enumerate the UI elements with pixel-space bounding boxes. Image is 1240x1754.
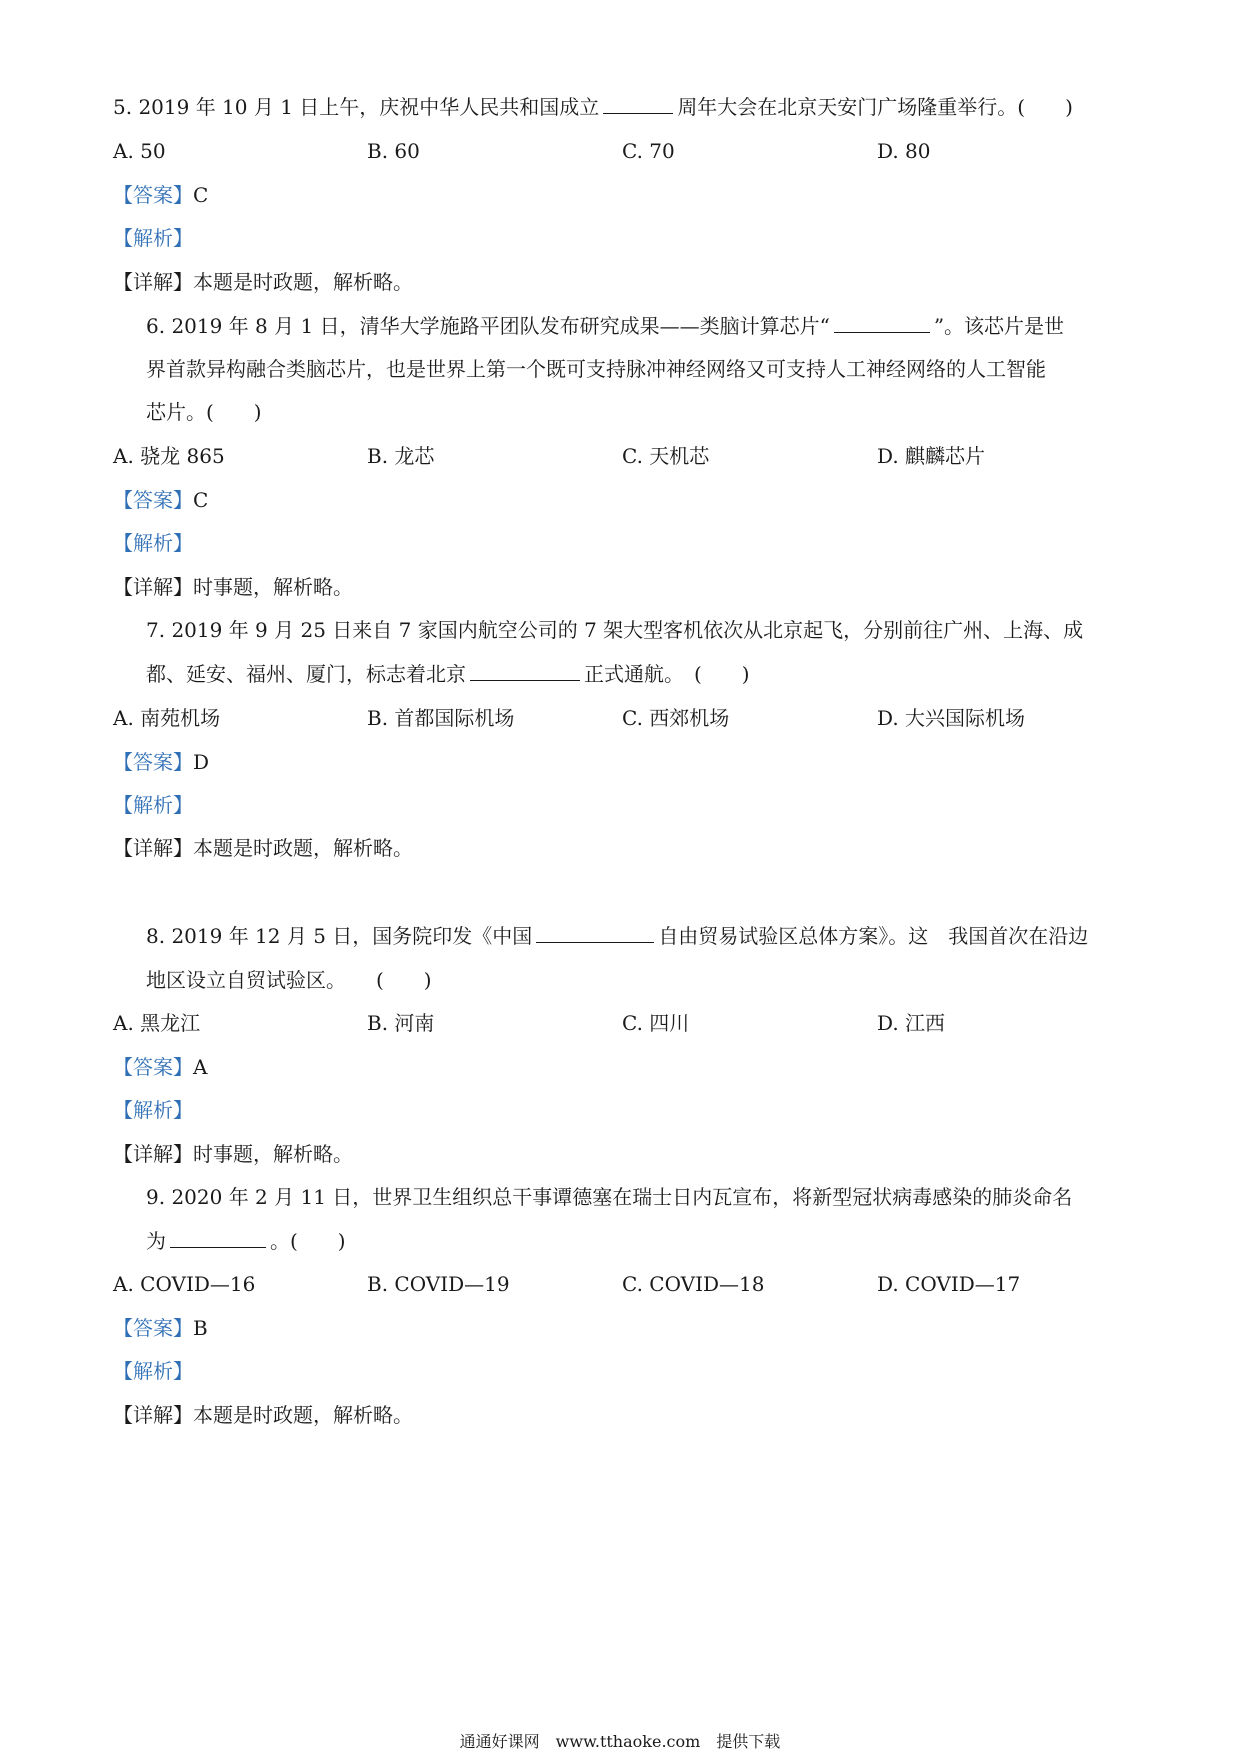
page-footer: 通通好课网 www.tthaoke.com 提供下载	[459, 1732, 781, 1751]
question-7-stem: 7. 2019 年 9 月 25 日来自 7 家国内航空公司的 7 架大型客机依次从北京起飞，分别前往广州、上海、成	[146, 618, 1084, 642]
detail-line: 【详解】本题是时政题，解析略。	[113, 1403, 413, 1427]
option-c: C. 四川	[622, 1011, 690, 1035]
option-a: A. 南苑机场	[113, 706, 221, 730]
question-9-line-2: 为 。( )	[146, 1229, 346, 1253]
option-b: B. 龙芯	[367, 444, 435, 468]
option-a: A. 骁龙 865	[113, 444, 225, 468]
option-b: B. 首都国际机场	[367, 706, 515, 730]
detail-line: 【详解】时事题，解析略。	[113, 575, 353, 599]
option-a: A. 黑龙江	[113, 1011, 201, 1035]
detail-line: 【详解】时事题，解析略。	[113, 1142, 353, 1166]
answer-line: 【答案】D	[113, 750, 210, 774]
analysis-label: 【解析】	[113, 226, 193, 250]
answer-blank	[470, 660, 580, 681]
option-c: C. 天机芯	[622, 444, 710, 468]
answer-line: 【答案】C	[113, 488, 209, 512]
option-d: D. 江西	[877, 1011, 946, 1035]
question-5-stem: 5. 2019 年 10 月 1 日上午，庆祝中华人民共和国成立 周年大会在北京天安门广场隆重举行。( )	[113, 95, 1073, 119]
option-a: A. COVID—16	[113, 1272, 256, 1296]
option-b: B. 河南	[367, 1011, 435, 1035]
option-d: D. 麒麟芯片	[877, 444, 986, 468]
detail-line: 【详解】本题是时政题，解析略。	[113, 270, 413, 294]
option-b: B. COVID—19	[367, 1272, 510, 1296]
option-d: D. 80	[877, 139, 931, 163]
analysis-label: 【解析】	[113, 1098, 193, 1122]
question-8-line-2: 地区设立自贸试验区。 ( )	[146, 968, 432, 992]
answer-line: 【答案】B	[113, 1316, 208, 1340]
answer-line: 【答案】C	[113, 183, 209, 207]
answer-blank	[536, 922, 654, 943]
analysis-label: 【解析】	[113, 531, 193, 555]
question-6-line-3: 芯片。( )	[146, 400, 262, 424]
option-d: D. 大兴国际机场	[877, 706, 1026, 730]
option-d: D. COVID—17	[877, 1272, 1021, 1296]
option-c: C. COVID—18	[622, 1272, 765, 1296]
question-9-stem: 9. 2020 年 2 月 11 日，世界卫生组织总干事谭德塞在瑞士日内瓦宣布，将新型冠状病毒感染的肺炎命名	[146, 1185, 1073, 1209]
question-6-line-2: 界首款异构融合类脑芯片，也是世界上第一个既可支持脉冲神经网络又可支持人工神经网络的人工智能	[146, 357, 1046, 381]
option-a: A. 50	[113, 139, 166, 163]
option-c: C. 70	[622, 139, 675, 163]
answer-blank	[834, 312, 930, 333]
option-b: B. 60	[367, 139, 420, 163]
detail-line: 【详解】本题是时政题，解析略。	[113, 836, 413, 860]
answer-blank	[603, 93, 673, 114]
option-c: C. 西郊机场	[622, 706, 730, 730]
analysis-label: 【解析】	[113, 793, 193, 817]
answer-line: 【答案】A	[113, 1055, 208, 1079]
question-7-line-2: 都、延安、福州、厦门，标志着北京 正式通航。 ( )	[146, 662, 750, 686]
question-8-stem: 8. 2019 年 12 月 5 日，国务院印发《中国 自由贸易试验区总体方案》。这 我国首次在沿边	[146, 924, 1089, 948]
answer-blank	[170, 1227, 266, 1248]
analysis-label: 【解析】	[113, 1359, 193, 1383]
question-6-stem: 6. 2019 年 8 月 1 日，清华大学施路平团队发布研究成果——类脑计算芯片“ ”。该芯片是世	[146, 314, 1065, 338]
